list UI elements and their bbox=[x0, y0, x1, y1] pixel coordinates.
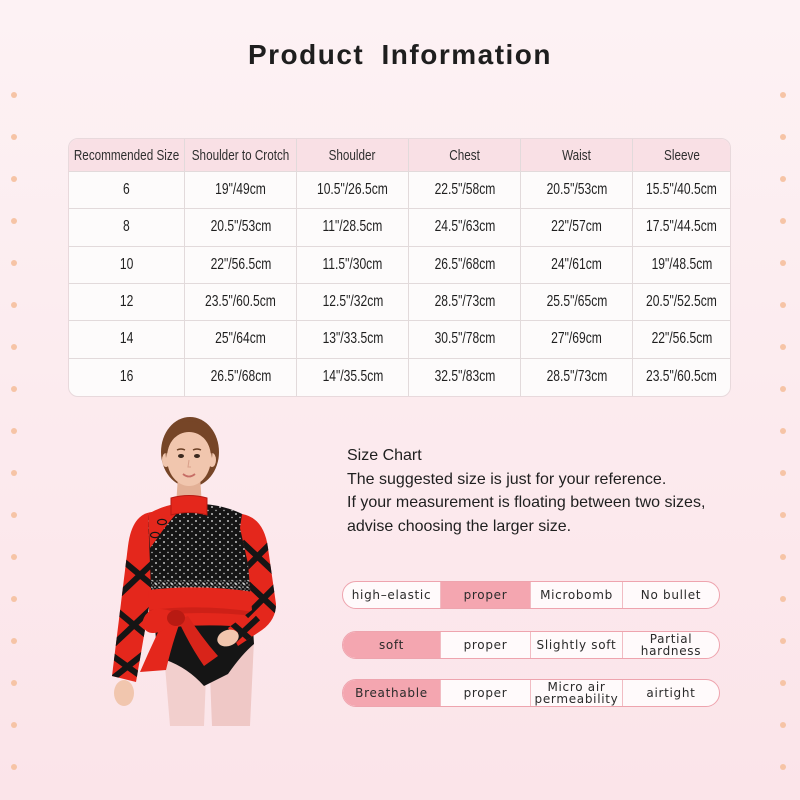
size-note bbox=[347, 444, 705, 538]
table-cell bbox=[409, 321, 521, 358]
decor-dot bbox=[780, 680, 786, 686]
decor-dot bbox=[11, 302, 17, 308]
cell-value: 22"/56.5cm bbox=[210, 255, 271, 273]
decor-dot bbox=[11, 260, 17, 266]
decor-dot bbox=[780, 596, 786, 602]
table-cell bbox=[297, 284, 409, 321]
decor-dot bbox=[11, 764, 17, 770]
cell-value: 19"/49cm bbox=[215, 181, 266, 199]
cell-value: 13"/33.5cm bbox=[322, 330, 383, 348]
size-note-line: If your measurement is floating between two sizes, bbox=[347, 494, 706, 511]
attribute-option: high–elastic bbox=[351, 587, 432, 602]
decor-dot bbox=[780, 470, 786, 476]
table-cell bbox=[521, 359, 633, 396]
decor-dot bbox=[780, 554, 786, 560]
page-title: Product Information bbox=[247, 39, 553, 70]
decor-dot bbox=[11, 218, 17, 224]
model-left-hand bbox=[114, 680, 134, 706]
decor-dot bbox=[780, 92, 786, 98]
attribute-option: airtight bbox=[622, 680, 719, 706]
decor-dot bbox=[780, 134, 786, 140]
header-cell bbox=[409, 139, 521, 172]
decor-dot bbox=[780, 638, 786, 644]
decor-dot bbox=[11, 638, 17, 644]
cell-value: 10 bbox=[119, 255, 134, 273]
attribute-option: No bullet bbox=[622, 582, 719, 608]
decor-dot bbox=[11, 596, 17, 602]
size-note-line: The suggested size is just for your reference. bbox=[347, 470, 667, 488]
attribute-option: soft bbox=[343, 632, 440, 658]
cell-value: 22"/56.5cm bbox=[651, 330, 712, 348]
decor-dot bbox=[11, 344, 17, 350]
table-cell bbox=[297, 359, 409, 396]
table-cell bbox=[409, 359, 521, 396]
cell-value: 24"/61cm bbox=[551, 255, 602, 273]
model-head bbox=[162, 421, 216, 515]
attribute-option: proper bbox=[440, 632, 530, 658]
attribute-scale-softness bbox=[342, 631, 720, 659]
header-cell bbox=[69, 139, 185, 172]
header-waist: Waist bbox=[562, 146, 591, 164]
header-sleeve: Sleeve bbox=[663, 146, 700, 164]
cell-value: 20.5"/53cm bbox=[210, 218, 271, 236]
decor-dot bbox=[11, 554, 17, 560]
header-chest: Chest bbox=[449, 146, 480, 164]
table-cell bbox=[297, 247, 409, 284]
cell-value: 12 bbox=[119, 293, 134, 311]
cell-value: 26.5"/68cm bbox=[434, 255, 495, 273]
table-cell bbox=[633, 209, 730, 246]
table-cell bbox=[521, 247, 633, 284]
table-cell bbox=[521, 172, 633, 209]
decor-dot bbox=[11, 470, 17, 476]
cell-value: 28.5"/73cm bbox=[546, 368, 607, 386]
decor-dot bbox=[780, 722, 786, 728]
cell-value: 32.5"/83cm bbox=[434, 368, 495, 386]
cell-value: 11.5"/30cm bbox=[322, 255, 383, 273]
cell-value: 14 bbox=[119, 330, 134, 348]
table-cell bbox=[409, 247, 521, 284]
cell-value: 8 bbox=[123, 218, 130, 236]
size-cell bbox=[69, 359, 185, 396]
attribute-option: Microbomb bbox=[530, 582, 622, 608]
cell-value: 12.5"/32cm bbox=[322, 293, 383, 311]
cell-value: 10.5"/26.5cm bbox=[317, 181, 388, 199]
attribute-option: Micro air permeability bbox=[530, 680, 622, 706]
table-cell bbox=[521, 209, 633, 246]
header-cell bbox=[185, 139, 297, 172]
table-cell bbox=[409, 172, 521, 209]
cell-value: 23.5"/60.5cm bbox=[646, 368, 717, 386]
size-cell bbox=[69, 172, 185, 209]
model-illustration bbox=[106, 414, 282, 726]
cell-value: 24.5"/63cm bbox=[434, 218, 495, 236]
decor-dot bbox=[11, 428, 17, 434]
decor-dot bbox=[11, 512, 17, 518]
size-table bbox=[68, 138, 731, 397]
table-cell bbox=[185, 321, 297, 358]
cell-value: 19"/48.5cm bbox=[651, 255, 712, 273]
size-cell bbox=[69, 209, 185, 246]
cell-value: 20.5"/53cm bbox=[546, 181, 607, 199]
header-shoulder-to-crotch: Shoulder to Crotch bbox=[191, 146, 290, 164]
cell-value: 17.5"/44.5cm bbox=[646, 218, 717, 236]
size-cell bbox=[69, 321, 185, 358]
cell-value: 22.5"/58cm bbox=[434, 181, 495, 199]
header-shoulder: Shoulder bbox=[329, 146, 376, 164]
table-cell bbox=[185, 359, 297, 396]
attribute-scale-elasticity bbox=[342, 581, 720, 609]
size-cell bbox=[69, 284, 185, 321]
table-cell bbox=[633, 172, 730, 209]
decor-dot bbox=[780, 344, 786, 350]
decor-dot bbox=[780, 512, 786, 518]
table-cell bbox=[297, 321, 409, 358]
cell-value: 15.5"/40.5cm bbox=[646, 181, 717, 199]
cell-value: 30.5"/78cm bbox=[434, 330, 495, 348]
decor-dot bbox=[11, 386, 17, 392]
attribute-option: proper bbox=[440, 680, 530, 706]
decor-dot bbox=[11, 134, 17, 140]
decor-dot bbox=[11, 722, 17, 728]
table-cell bbox=[521, 321, 633, 358]
table-cell bbox=[185, 209, 297, 246]
table-cell bbox=[297, 172, 409, 209]
table-cell bbox=[185, 172, 297, 209]
decor-dot bbox=[11, 92, 17, 98]
decor-dot bbox=[780, 260, 786, 266]
header-cell bbox=[297, 139, 409, 172]
cell-value: 23.5"/60.5cm bbox=[205, 293, 276, 311]
decor-dot bbox=[11, 680, 17, 686]
cell-value: 22"/57cm bbox=[551, 218, 602, 236]
decor-dot bbox=[780, 176, 786, 182]
decor-dot bbox=[780, 428, 786, 434]
table-cell bbox=[633, 359, 730, 396]
cell-value: 28.5"/73cm bbox=[434, 293, 495, 311]
table-cell bbox=[185, 247, 297, 284]
decor-dot bbox=[780, 386, 786, 392]
table-cell bbox=[633, 321, 730, 358]
cell-value: 27"/69cm bbox=[551, 330, 602, 348]
cell-value: 20.5"/52.5cm bbox=[646, 293, 717, 311]
cell-value: 25"/64cm bbox=[215, 330, 266, 348]
product-model-photo bbox=[106, 414, 282, 726]
table-cell bbox=[409, 284, 521, 321]
decor-dot bbox=[11, 176, 17, 182]
table-cell bbox=[633, 284, 730, 321]
cell-value: 14"/35.5cm bbox=[322, 368, 383, 386]
attribute-option: Partial hardness bbox=[622, 632, 719, 658]
header-cell bbox=[633, 139, 730, 172]
table-cell bbox=[297, 209, 409, 246]
cell-value: 16 bbox=[119, 368, 134, 386]
size-note-line: advise choosing the larger size. bbox=[347, 517, 572, 535]
size-note-heading: Size Chart bbox=[347, 447, 422, 464]
decor-dot bbox=[780, 218, 786, 224]
size-cell bbox=[69, 247, 185, 284]
table-cell bbox=[409, 209, 521, 246]
cell-value: 26.5"/68cm bbox=[210, 368, 271, 386]
table-cell bbox=[185, 284, 297, 321]
cell-value: 25.5"/65cm bbox=[546, 293, 607, 311]
decor-dot bbox=[780, 302, 786, 308]
attribute-option: Slightly soft bbox=[530, 632, 622, 658]
header-recommended-size: Recommended Size bbox=[73, 146, 180, 164]
decor-dot bbox=[780, 764, 786, 770]
attribute-option: Breathable bbox=[343, 680, 440, 706]
cell-value: 6 bbox=[123, 181, 130, 199]
table-cell bbox=[521, 284, 633, 321]
cell-value: 11"/28.5cm bbox=[322, 218, 383, 236]
attribute-option: proper bbox=[440, 582, 530, 608]
header-cell bbox=[521, 139, 633, 172]
table-cell bbox=[633, 247, 730, 284]
attribute-scale-breathability bbox=[342, 679, 720, 707]
